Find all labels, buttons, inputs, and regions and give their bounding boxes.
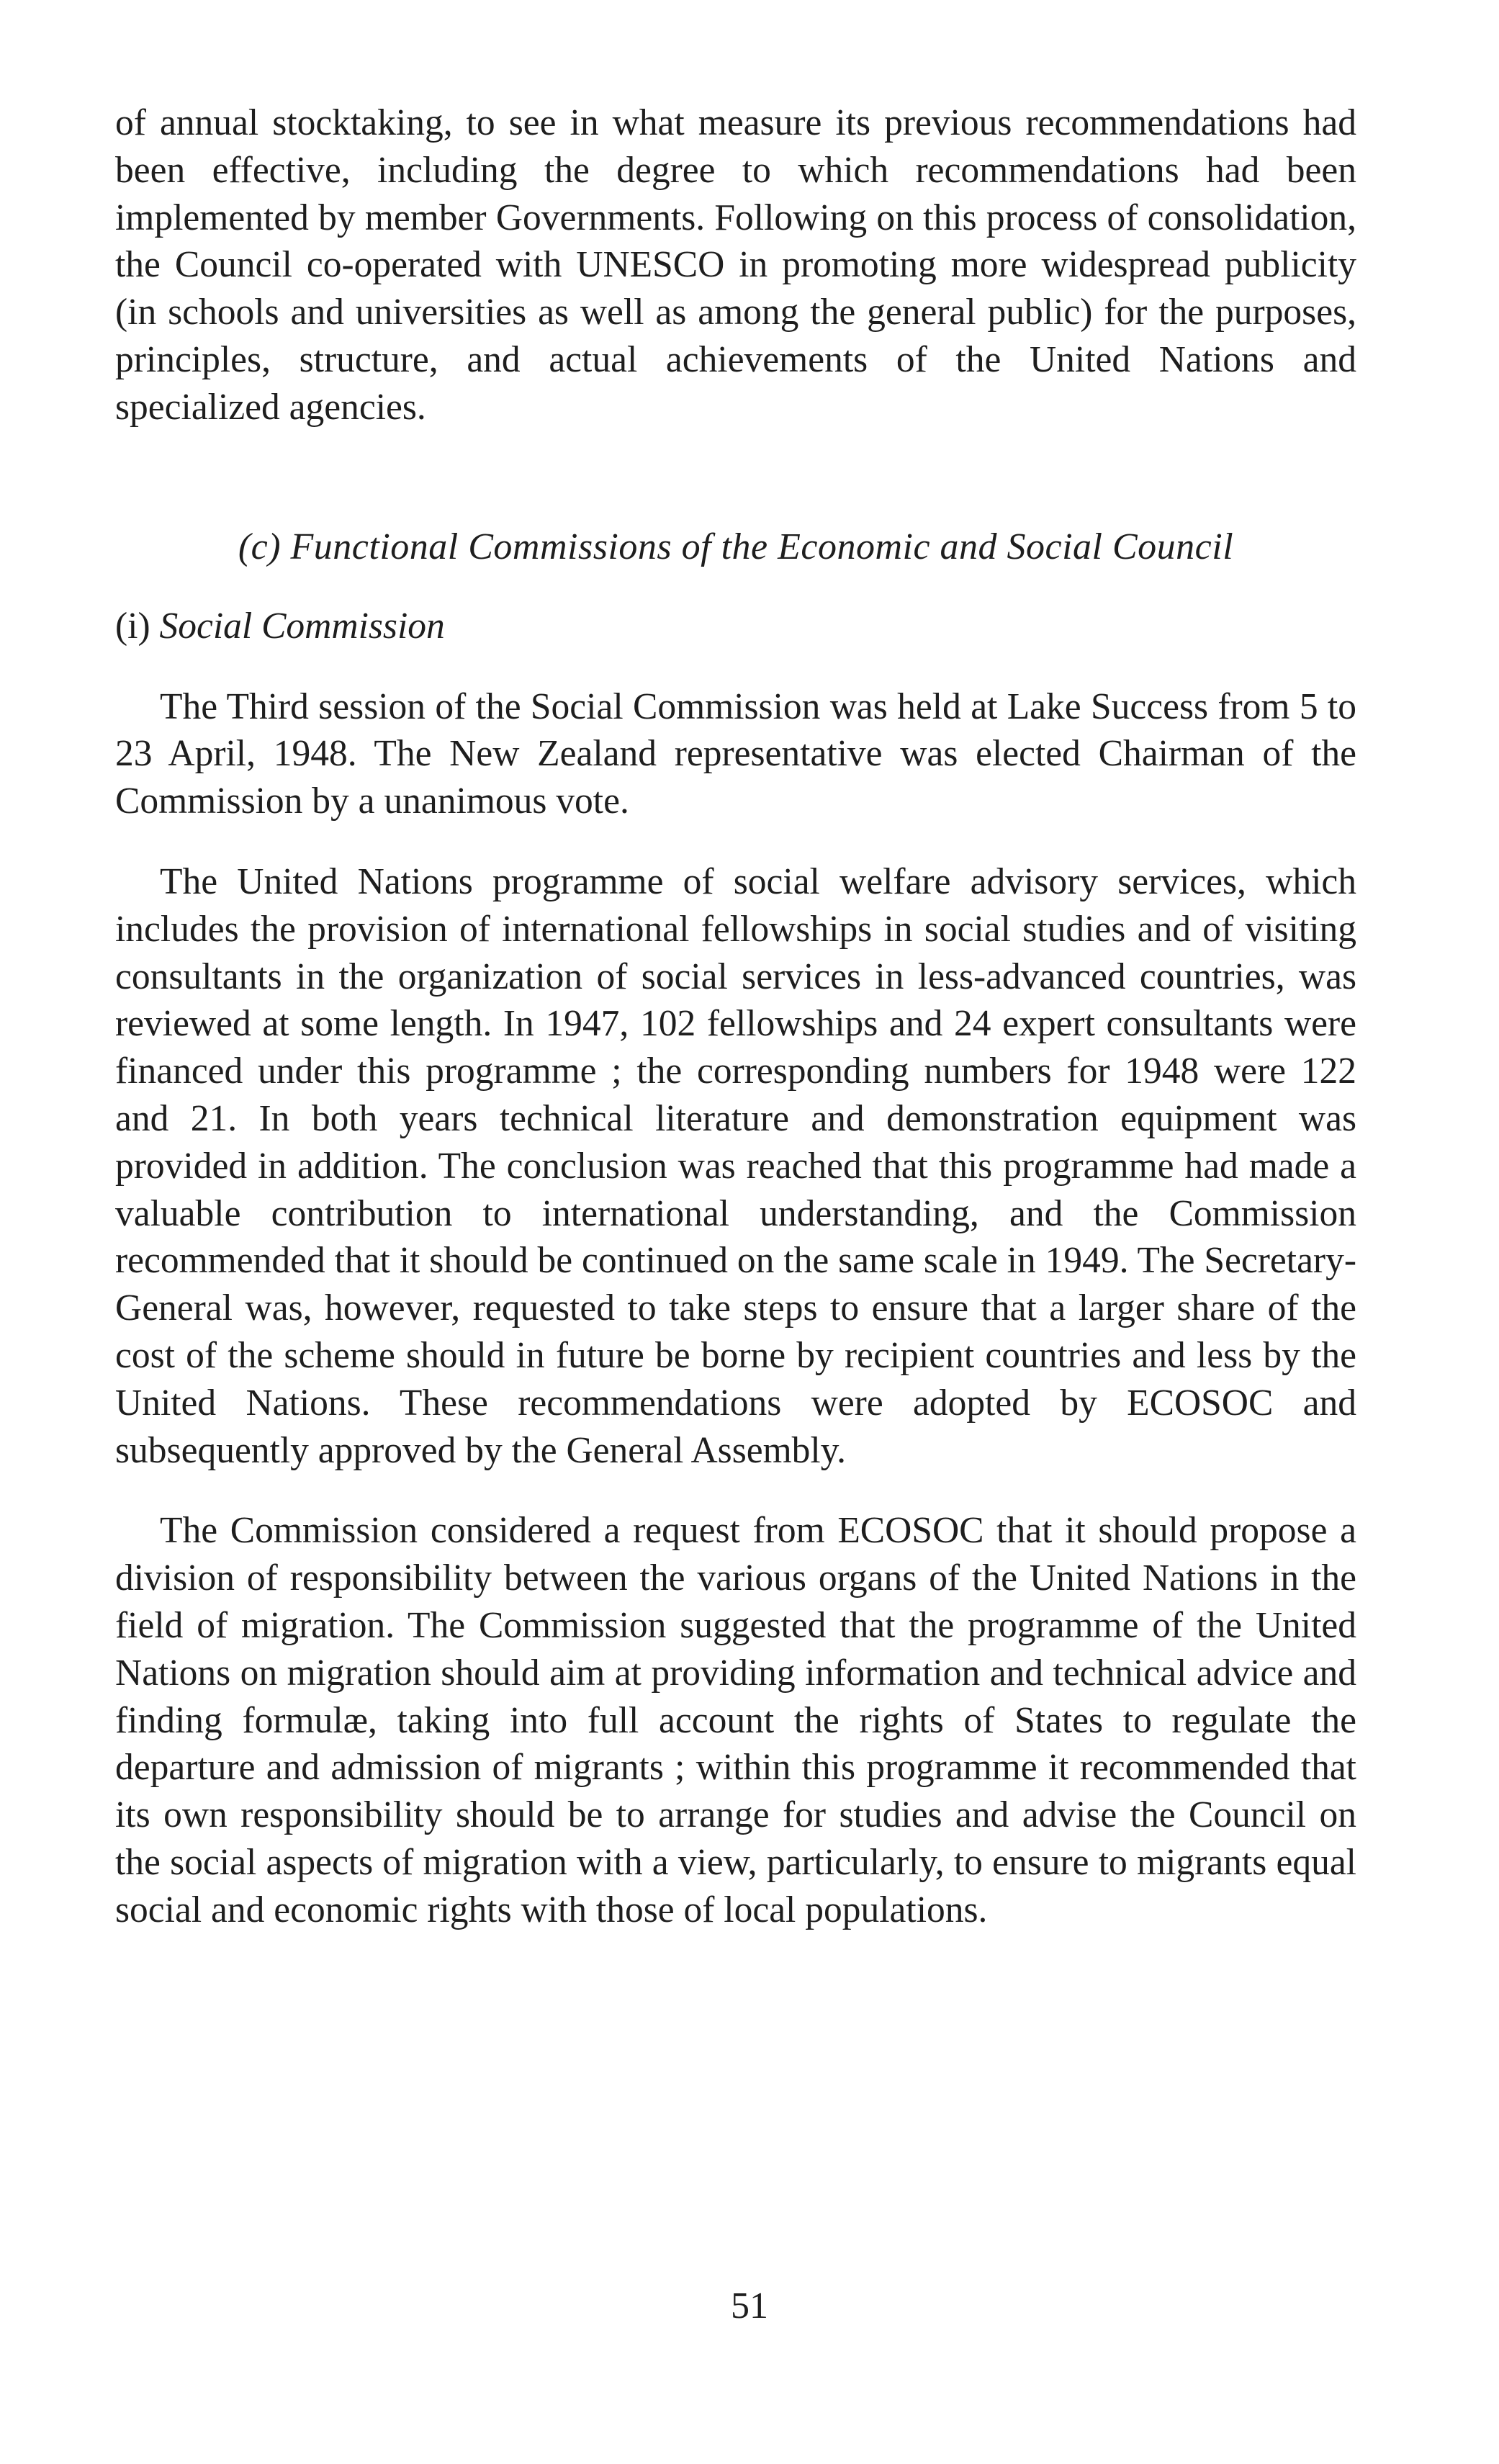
subsection-number: (i) (115, 605, 150, 647)
paragraph-migration: The Commission considered a request from ECOSOC that it should propose a division of responsibility between the various organs of the United Nations in the field of migration. The Commission suggested that the programme of the United Nations on migration should aim at providing information and technical advice and finding formulæ, taking into full account the rights of States to regulate the departure and admission of migrants ; within this programme it recommended that its own responsibility should be to arrange for studies and advise the Council on the social aspects of migration with a view, particularly, to ensure to migrants equal social and economic rights with those of local populations. (115, 1510, 1356, 1930)
page-number: 51 (731, 2285, 768, 2326)
subsection-heading (115, 603, 1356, 650)
section-heading: (c) Functional Commissions of the Economic and Social Council (238, 526, 1234, 567)
paragraph-advisory-services: The United Nations programme of social welfare advisory services, which includes the provision of international fellowships in social studies and of visiting consultants in the organization of social services in less-advanced countries, was reviewed at some length. In 1947, 102 fellowships and 24 expert consultants were financed under this programme ; the corresponding numbers for 1948 were 122 and 21. In both years technical literature and demonstration equipment was provided in addition. The conclusion was reached that this programme had made a valuable contribution to international understanding, and the Commission recommended that it should be continued on the same scale in 1949. The Secretary-General was, however, requested to take steps to ensure that a larger share of the cost of the scheme should in future be borne by recipient countries and less by the United Nations. These recommendations were adopted by ECOSOC and subsequently approved by the General Assembly. (115, 860, 1356, 1471)
subsection-title: Social Commission (159, 605, 445, 647)
intro-paragraph: of annual stocktaking, to see in what measure its previous recommendations had been effective, including the degree to which recommendations had been implemented by member Governments. Following on this process of consolidation, the Council co-operated with UNESCO in promoting more widespread publicity (in schools and universities as well as among the general public) for the purposes, principles, structure, and actual achievements of the United Nations and specialized agencies. (115, 102, 1356, 428)
paragraph-session: The Third session of the Social Commission was held at Lake Success from 5 to 23 April, 1948. The New Zealand representative was elected Chairman of the Commission by a unanimous vote. (115, 685, 1356, 822)
document-page (115, 99, 1356, 1934)
